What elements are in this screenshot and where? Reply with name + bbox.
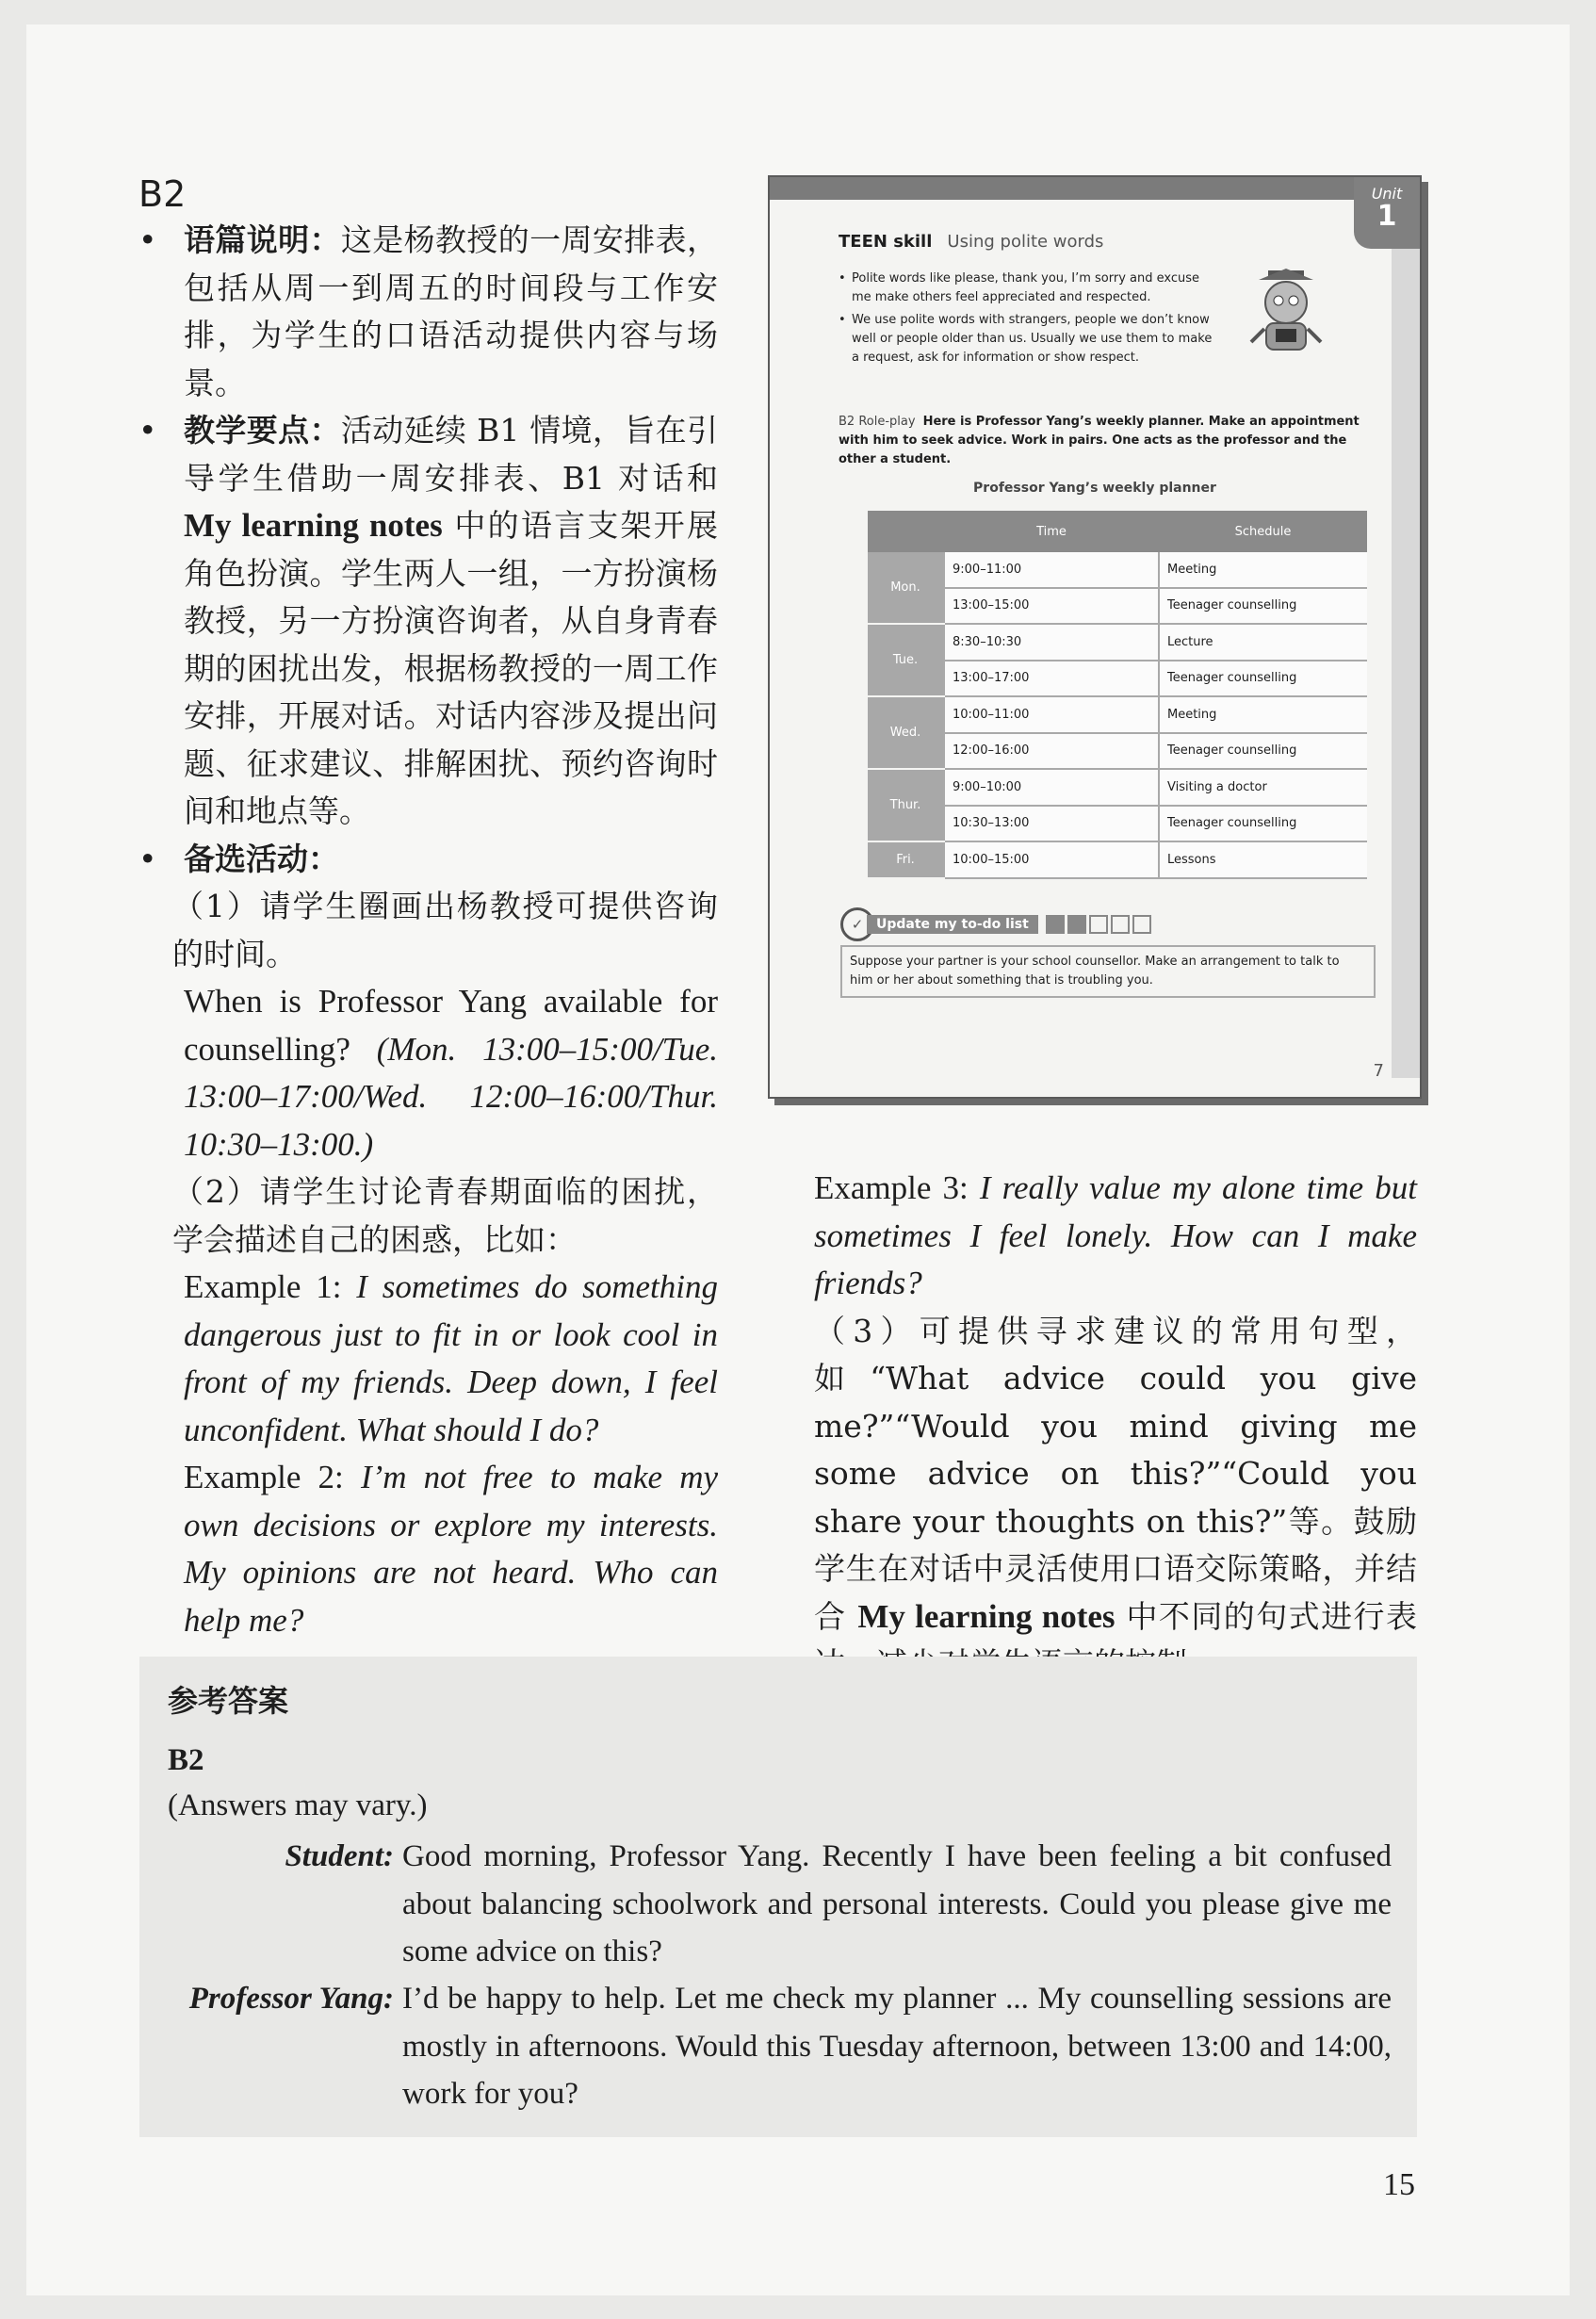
time-cell: 13:00–17:00 xyxy=(944,661,1159,697)
bullet-teaching-points: • 教学要点：活动延续 B1 情境，旨在引导学生借助一周安排表、B1 对话和 My learning notes 中的语言支架开展角色扮演。学生两人一组，一方扮演杨教授，另一方扮演咨询者，从自身青春期的困扰出发，根据杨教授的一周工作安排，开展对话。对话内容涉及提出问题、征求建议、排解困扰、预约咨询时间和地点等。 xyxy=(138,407,718,836)
day-cell: Tue. xyxy=(868,624,944,696)
example-1: Example 1: I sometimes do something dangerous just to fit in or look cool in front of my friends. Deep down, I feel unconfident. What should I do? xyxy=(184,1268,719,1448)
table-row xyxy=(868,624,1367,661)
table-row xyxy=(868,696,1367,733)
role-play-instructions: B2 Role-play Here is Professor Yang’s weekly planner. Make an appointment with him to seek advice. Work in pairs. One acts as the professor and the other a student. xyxy=(839,415,1360,466)
activity-3: （3）可提供寻求建议的常用句型，如“What advice could you give me?”“Would you mind giving me some advice on this?”“Could you share your thoughts on this?”等。鼓励学生在对话中灵活使用口语交际策略，并结合 My learning notes 中不同的句式进行表 xyxy=(814,1312,1417,1635)
speaker-student: Student: xyxy=(285,1839,394,1873)
answer-note: (Answers may vary.) xyxy=(168,1788,428,1822)
schedule-header: Schedule xyxy=(1159,511,1367,552)
robot-mascot-icon xyxy=(1246,267,1327,357)
table-row xyxy=(868,841,1367,878)
progress-square-icon xyxy=(1111,915,1130,934)
time-cell: 8:30–10:30 xyxy=(944,624,1159,661)
progress-square-icon xyxy=(1089,915,1108,934)
bullet-optional-activities: • 备选活动： xyxy=(138,836,718,884)
time-header: Time xyxy=(944,511,1159,552)
example-3: Example 3: I really value my alone time but sometimes I feel lonely. How can I make friends? xyxy=(814,1169,1418,1301)
weekly-planner-table xyxy=(868,511,1367,879)
bullet-passage-note: • 语篇说明：这是杨教授的一周安排表，包括从周一到周五的时间段与工作安排，为学生的口语活动提供内容与场景。 xyxy=(138,217,718,407)
day-header xyxy=(868,511,944,552)
schedule-cell: Visiting a doctor xyxy=(1159,769,1367,806)
day-cell: Thur. xyxy=(868,769,944,841)
teen-skill-heading: TEEN skill Using polite words xyxy=(839,232,1104,252)
answer-heading: B2 xyxy=(168,1743,204,1777)
progress-square-icon xyxy=(1046,915,1065,934)
time-cell: 10:00–15:00 xyxy=(944,841,1159,878)
progress-square-icon xyxy=(1132,915,1151,934)
activity-1-question: When is Professor Yang available for counselling? (Mon. 13:00–15:00/Tue. 13:00–17:00/Wed. 12:00–16:00/Thur. 10:30–13:00.) xyxy=(184,983,718,1163)
checkmark-icon: ✓ xyxy=(840,907,874,941)
schedule-cell: Teenager counselling xyxy=(1159,733,1367,770)
planner-title: Professor Yang’s weekly planner xyxy=(973,481,1216,496)
day-cell: Fri. xyxy=(868,841,944,878)
answer-title: 参考答案 xyxy=(168,1683,289,1719)
speaker-professor: Professor Yang: xyxy=(188,1982,394,2016)
activity-1-cn: （1）请学生圈画出杨教授可提供咨询的时间。 xyxy=(172,888,718,972)
textbook-page-inset xyxy=(768,175,1422,1099)
right-column xyxy=(814,1165,1417,1689)
time-cell: 9:00–11:00 xyxy=(944,552,1159,588)
table-row xyxy=(868,552,1367,588)
day-cell: Mon. xyxy=(868,552,944,624)
suppose-task-box: Suppose your partner is your school counsellor. Make an arrangement to talk to him or her about something that is troubling you. xyxy=(840,945,1376,998)
table-header-row xyxy=(868,511,1367,552)
schedule-cell: Meeting xyxy=(1159,552,1367,588)
time-cell: 9:00–10:00 xyxy=(944,769,1159,806)
teen-skill-tips xyxy=(839,269,1215,371)
tip-1: • Polite words like please, thank you, I’m sorry and excuse me make others feel appreciated and respected. xyxy=(839,269,1215,307)
schedule-cell: Teenager counselling xyxy=(1159,588,1367,625)
schedule-cell: Teenager counselling xyxy=(1159,806,1367,842)
page-number: 15 xyxy=(1383,2167,1415,2202)
time-cell: 10:00–11:00 xyxy=(944,696,1159,733)
tip-2: • We use polite words with strangers, people we don’t know well or people older than us. Usually we use them to make a request, ask for information or show respect. xyxy=(839,311,1215,367)
activity-2-cn: （2）请学生讨论青春期面临的困扰，学会描述自己的困惑，比如： xyxy=(172,1173,718,1258)
schedule-cell: Meeting xyxy=(1159,696,1367,733)
inset-top-band xyxy=(770,177,1420,200)
progress-square-icon xyxy=(1067,915,1086,934)
student-line: Good morning, Professor Yang. Recently I have been feeling a bit confused about balancing schoolwork and personal interests. Could you please give me some advice on this? xyxy=(402,1839,1392,1968)
left-column xyxy=(138,217,718,1644)
schedule-cell: Lecture xyxy=(1159,624,1367,661)
inset-page-number: 7 xyxy=(1373,1061,1384,1081)
table-row xyxy=(868,769,1367,806)
example-2: Example 2: I’m not free to make my own decisions or explore my interests. My opinions are not heard. Who can help me? xyxy=(184,1459,719,1639)
time-cell: 12:00–16:00 xyxy=(944,733,1159,770)
inset-side-bar xyxy=(1392,249,1420,1078)
professor-line: I’d be happy to help. Let me check my planner ... My counselling sessions are mostly in afternoons. Would this Tuesday afternoon, between 13:00 and 14:00, work for you? xyxy=(402,1982,1392,2111)
schedule-cell: Teenager counselling xyxy=(1159,661,1367,697)
schedule-cell: Lessons xyxy=(1159,841,1367,878)
time-cell: 10:30–13:00 xyxy=(944,806,1159,842)
unit-tab: Unit 1 xyxy=(1354,177,1420,249)
update-todo-list: ✓ Update my to-do list xyxy=(840,907,1151,941)
day-cell: Wed. xyxy=(868,696,944,769)
section-heading: B2 xyxy=(138,173,187,215)
time-cell: 13:00–15:00 xyxy=(944,588,1159,625)
